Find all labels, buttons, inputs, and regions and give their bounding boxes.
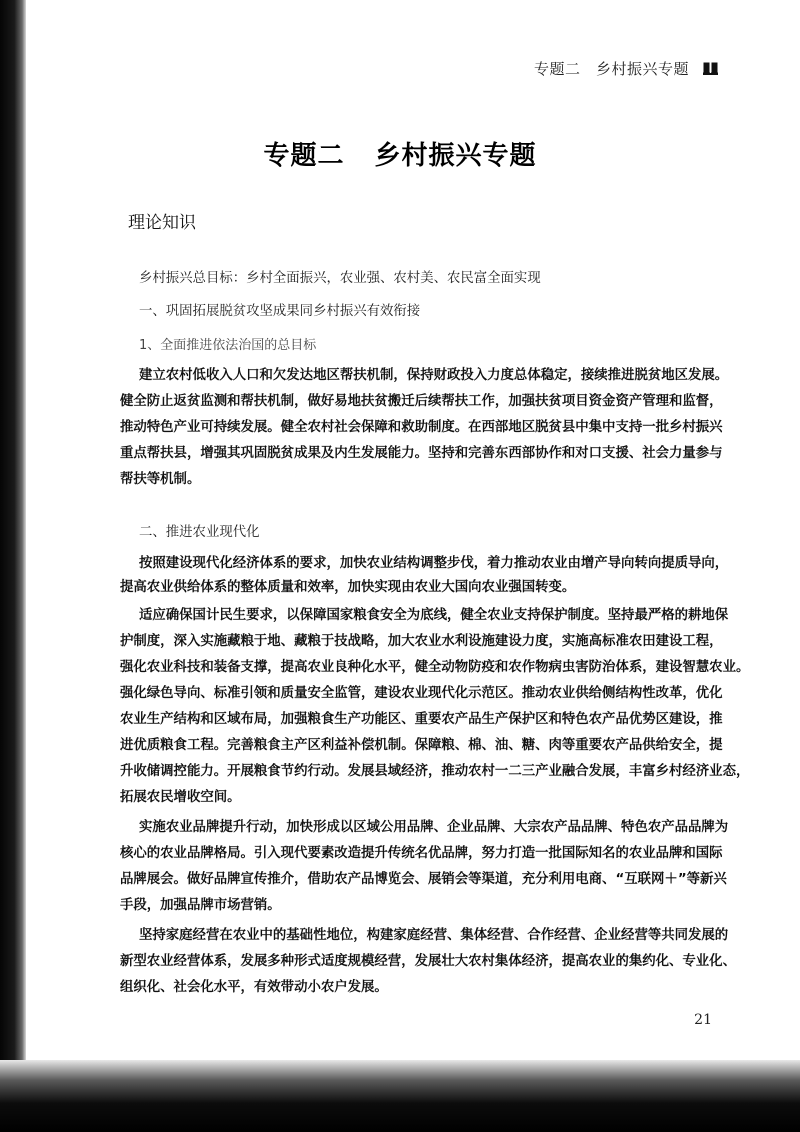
section-heading: 理论知识	[128, 213, 196, 233]
text-line: 健全防止返贫监测和帮扶机制，做好易地扶贫搬迁后续帮扶工作，加强扶贫项目资金资产管理和监督，	[120, 394, 723, 409]
subheading: 一、巩固拓展脱贫攻坚成果同乡村振兴有效衔接	[139, 304, 421, 319]
text-line: 进优质粮食工程。完善粮食主产区利益补偿机制。保障粮、棉、油、糖、肉等重要农产品供给安全，提	[120, 738, 723, 753]
text-line: 农业生产结构和区域布局，加强粮食生产功能区、重要农产品生产保护区和特色农产品优势区建设，推	[120, 712, 723, 727]
text-line: 品牌展会。做好品牌宣传推介，借助农产品博览会、展销会等渠道，充分利用电商、“互联网＋”等新兴	[120, 872, 727, 887]
text-line: 强化绿色导向、标准引领和质量安全监管，建设农业现代化示范区。推动农业供给侧结构性改革，优化	[120, 686, 723, 701]
subheading: 二、推进农业现代化	[139, 525, 260, 540]
text-line: 实施农业品牌提升行动，加快形成以区域公用品牌、企业品牌、大宗农产品品牌、特色农产品品牌为	[139, 820, 729, 835]
page-number: 21	[694, 1012, 712, 1028]
text-line: 按照建设现代化经济体系的要求，加快农业结构调整步伐，着力推动农业由增产导向转向提质导向，	[139, 556, 729, 571]
text-line: 核心的农业品牌格局。引入现代要素改造提升传统名优品牌，努力打造一批国际知名的农业品牌和国际	[120, 846, 723, 861]
text-line: 建立农村低收入人口和欠发达地区帮扶机制，保持财政投入力度总体稳定，接续推进脱贫地区发展。	[139, 368, 729, 383]
text-line: 提高农业供给体系的整体质量和效率，加快实现由农业大国向农业强国转变。	[120, 580, 576, 595]
text-line: 护制度，深入实施藏粮于地、藏粮于技战略，加大农业水利设施建设力度，实施高标准农田建设工程，	[120, 634, 723, 649]
scan-shadow-bottom	[0, 1060, 800, 1132]
book-icon	[703, 62, 718, 75]
text-line: 适应确保国计民生要求，以保障国家粮食安全为底线，健全农业支持保护制度。坚持最严格的耕地保	[139, 608, 729, 623]
text-line: 坚持家庭经营在农业中的基础性地位，构建家庭经营、集体经营、合作经营、企业经营等共同发展的	[139, 928, 729, 943]
chapter-prefix: 专题二	[263, 141, 345, 171]
text-line: 升收储调控能力。开展粮食节约行动。发展县域经济，推动农村一二三产业融合发展，丰富乡村经济业态，	[120, 764, 750, 779]
chapter-title	[0, 135, 800, 172]
text-line: 拓展农民增收空间。	[120, 790, 241, 805]
text-line: 新型农业经营体系，发展多种形式适度规模经营，发展壮大农村集体经济，提高农业的集约化、专业化、	[120, 954, 736, 969]
running-header	[534, 58, 718, 79]
chapter-name: 乡村振兴专题	[374, 141, 537, 171]
text-line: 乡村振兴总目标：乡村全面振兴，农业强、农村美、农民富全面实现	[139, 271, 541, 286]
running-header-title: 专题二 乡村振兴专题	[533, 60, 689, 78]
subheading-minor: 1、全面推进依法治国的总目标	[139, 338, 317, 353]
text-line: 推动特色产业可持续发展。健全农村社会保障和救助制度。在西部地区脱贫县中集中支持一批乡村振兴	[120, 420, 723, 435]
text-line: 重点帮扶县，增强其巩固脱贫成果及内生发展能力。坚持和完善东西部协作和对口支援、社会力量参与	[120, 446, 723, 461]
text-line: 组织化、社会化水平，有效带动小农户发展。	[120, 980, 388, 995]
text-line: 强化农业科技和装备支撑，提高农业良种化水平，健全动物防疫和农作物病虫害防治体系，建设智慧农业。	[120, 660, 750, 675]
text-line: 手段，加强品牌市场营销。	[120, 898, 281, 913]
text-line: 帮扶等机制。	[120, 472, 201, 487]
